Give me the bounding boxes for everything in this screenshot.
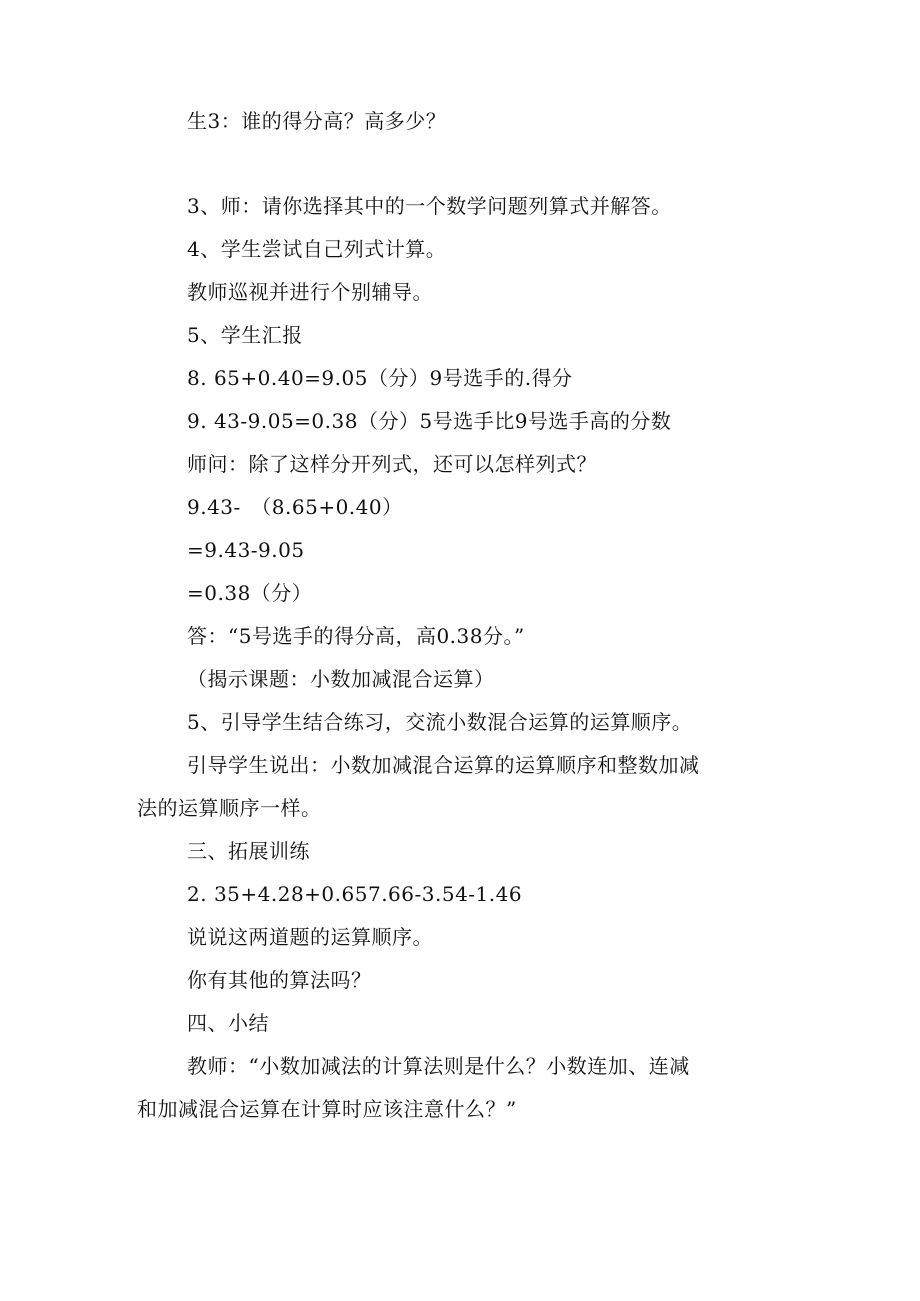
text-line: 9. 43-9.05=0.38（分）5号选手比9号选手高的分数 [187,409,672,433]
text-line: =0.38（分） [187,581,313,605]
text-line: 教师：“小数加减法的计算法则是什么？小数连加、连减 [187,1054,690,1078]
text-line: 5、学生汇报 [187,323,303,347]
text-line: 和加减混合运算在计算时应该注意什么？” [137,1097,517,1121]
text-line: 引导学生说出：小数加减混合运算的运算顺序和整数加减 [187,753,700,777]
section-heading: 四、小结 [187,1011,269,1035]
text-line: 4、学生尝试自己列式计算。 [187,237,447,261]
text-line: 8. 65+0.40=9.05（分）9号选手的.得分 [187,366,573,390]
text-line: 答：“5号选手的得分高，高0.38分。” [187,624,525,648]
text-line: 9.43- （8.65+0.40） [187,495,403,519]
section-heading: 三、拓展训练 [187,839,310,863]
text-line: 2. 35+4.28+0.657.66-3.54-1.46 [187,882,523,906]
text-line: 法的运算顺序一样。 [137,796,322,820]
text-line: 说说这两道题的运算顺序。 [187,925,433,949]
text-line: =9.43-9.05 [187,538,305,562]
text-line: 3、师：请你选择其中的一个数学问题列算式并解答。 [187,194,672,218]
text-line: 5、引导学生结合练习，交流小数混合运算的运算顺序。 [187,710,693,734]
text-line: 师问：除了这样分开列式，还可以怎样列式？ [187,452,597,476]
text-line: 生3：谁的得分高？高多少？ [187,109,447,133]
text-line: （揭示课题：小数加减混合运算） [187,667,495,691]
text-line: 教师巡视并进行个别辅导。 [187,280,433,304]
text-line: 你有其他的算法吗？ [187,968,372,992]
